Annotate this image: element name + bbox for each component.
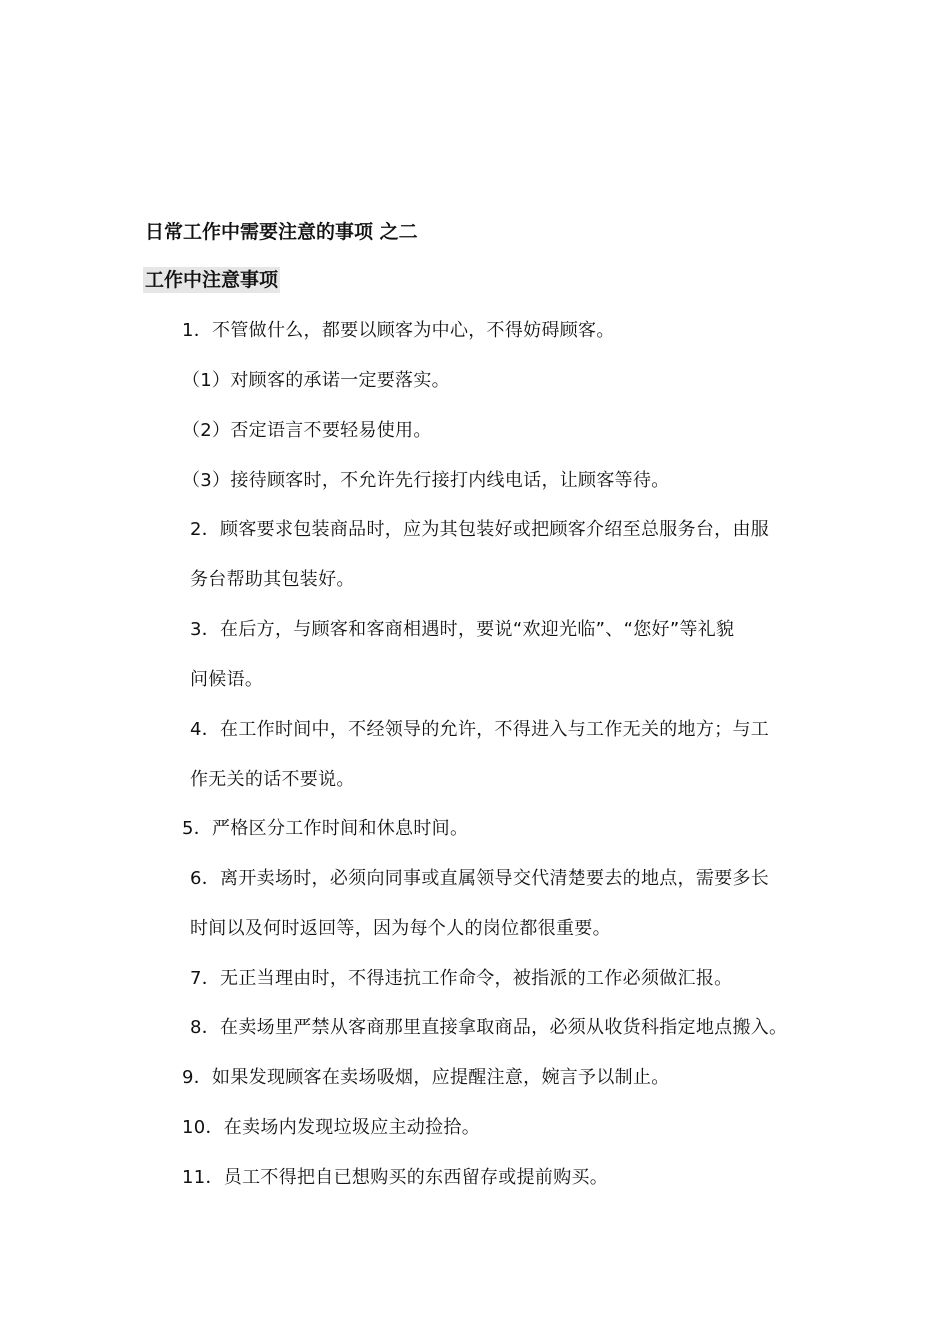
rule-line-1-3: （3）接待顾客时，不允许先行接打内线电话，让顾客等待。: [182, 470, 670, 491]
rule-line-10: 10．在卖场内发现垃圾应主动捡拾。: [182, 1117, 481, 1138]
rule-line-6: 6．离开卖场时，必须向同事或直属领导交代清楚要去的地点，需要多长: [190, 868, 770, 889]
section-heading: 工作中注意事项: [145, 269, 279, 291]
rule-line-4: 4．在工作时间中，不经领导的允许，不得进入与工作无关的地方；与工: [190, 719, 770, 740]
rule-line-6-cont: 时间以及何时返回等，因为每个人的岗位都很重要。: [190, 918, 611, 939]
rule-line-2: 2．顾客要求包装商品时，应为其包装好或把顾客介绍至总服务台，由服: [190, 519, 770, 540]
rule-line-7: 7．无正当理由时，不得违抗工作命令，被指派的工作必须做汇报。: [190, 968, 733, 989]
rule-line-5: 5．严格区分工作时间和休息时间。: [182, 818, 469, 839]
rule-line-4-cont: 作无关的话不要说。: [190, 769, 355, 790]
rule-line-3-cont: 问候语。: [190, 669, 264, 690]
document-title: 日常工作中需要注意的事项 之二: [145, 221, 418, 243]
rule-line-2-cont: 务台帮助其包装好。: [190, 569, 355, 590]
rule-line-9: 9．如果发现顾客在卖场吸烟，应提醒注意，婉言予以制止。: [182, 1067, 670, 1088]
rule-line-3: 3．在后方，与顾客和客商相遇时，要说“欢迎光临”、“您好”等礼貌: [190, 619, 735, 640]
rule-line-8: 8．在卖场里严禁从客商那里直接拿取商品，必须从收货科指定地点搬入。: [190, 1017, 788, 1038]
rule-line-1: 1．不管做什么，都要以顾客为中心，不得妨碍顾客。: [182, 320, 615, 341]
rule-line-1-2: （2）否定语言不要轻易使用。: [182, 420, 432, 441]
rule-line-11: 11．员工不得把自已想购买的东西留存或提前购买。: [182, 1167, 609, 1188]
rule-line-1-1: （1）对顾客的承诺一定要落实。: [182, 370, 450, 391]
